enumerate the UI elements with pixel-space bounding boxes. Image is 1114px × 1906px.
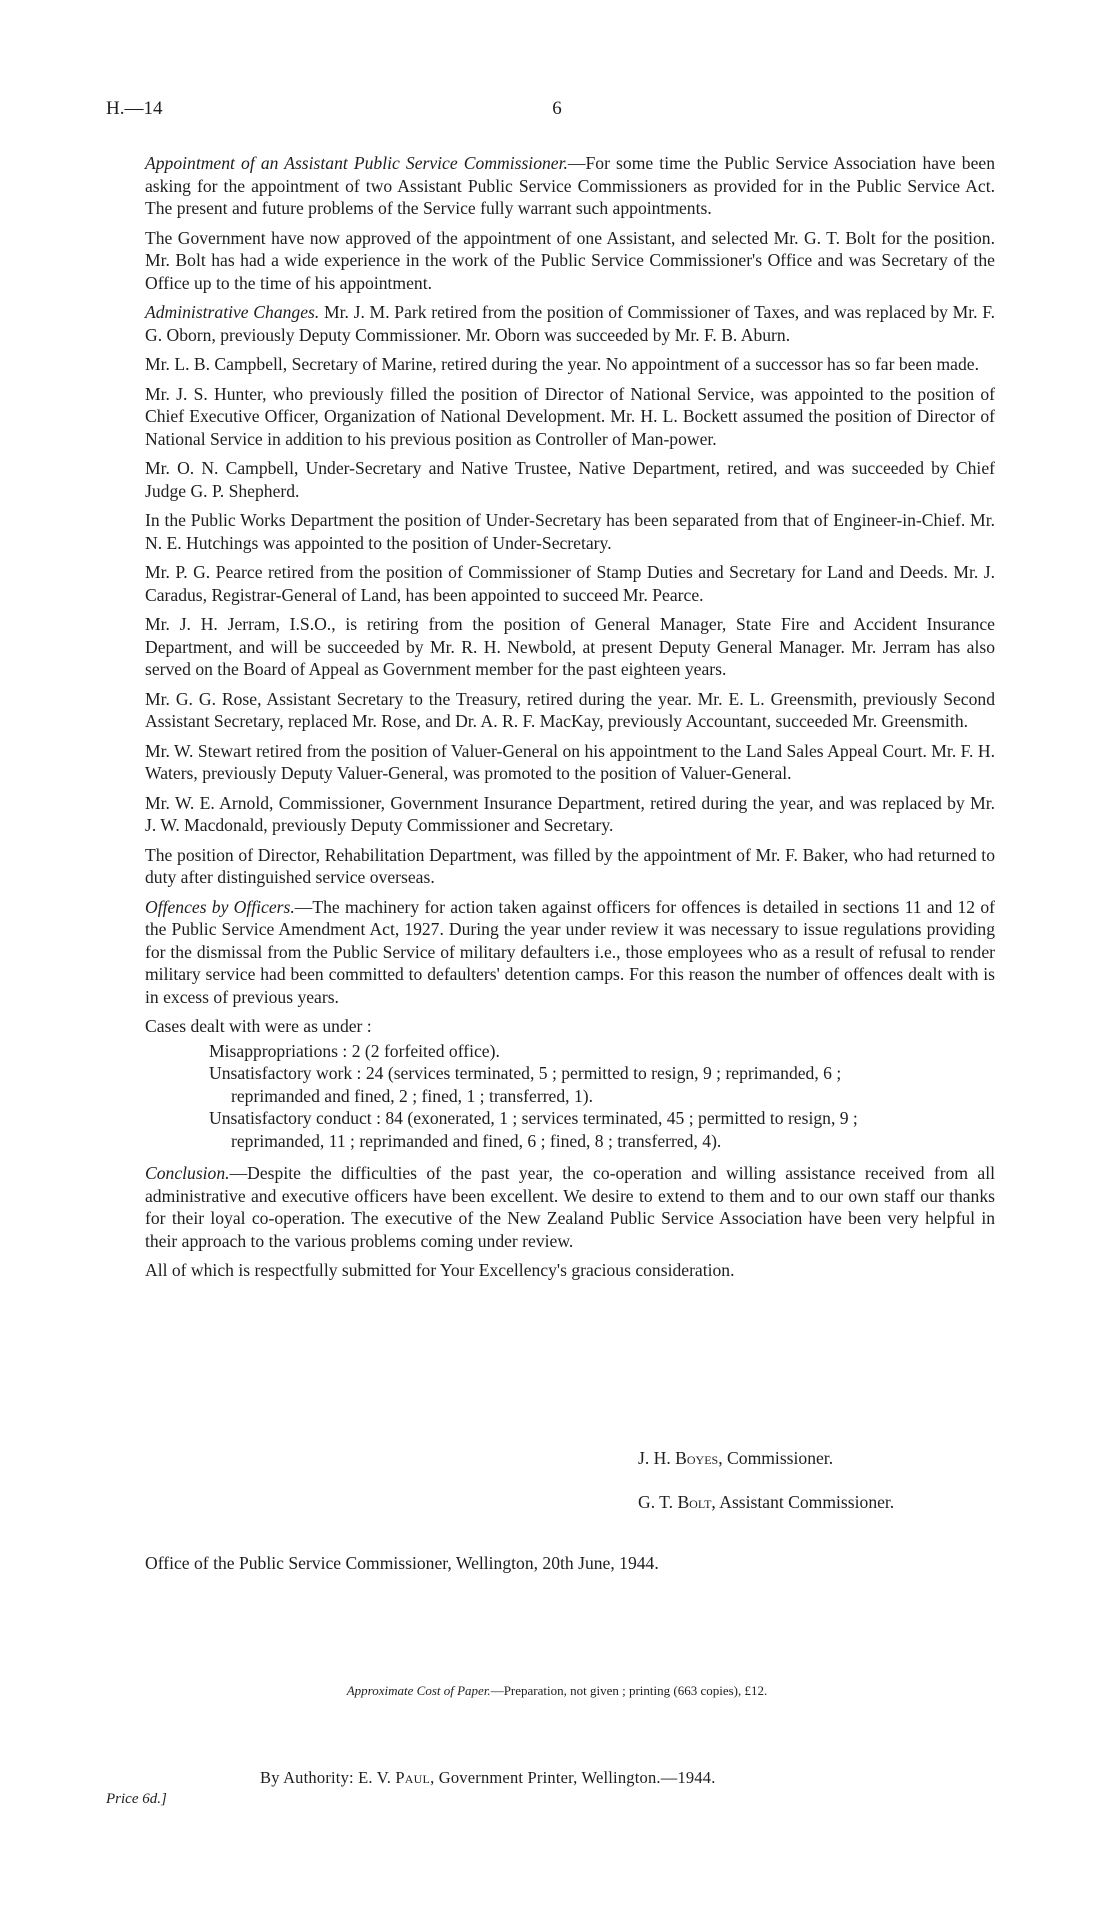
paragraph-text: Mr. J. H. Jerram, I.S.O., is retiring from the position of General Manager, State Fire and Accident Insurance Department, and will be succeeded by Mr. R. H. Newbold, at present Deputy General Manager. Mr. Jerram has also served on the Board of Appeal as Government member for the past eighteen years. bbox=[145, 614, 995, 679]
paragraph bbox=[145, 688, 995, 733]
signature-commissioner bbox=[638, 1448, 833, 1469]
paragraph bbox=[145, 1162, 995, 1252]
section-heading: Offences by Officers. bbox=[145, 896, 295, 917]
authority-suffix: , Government Printer, Wellington.—1944. bbox=[430, 1768, 716, 1787]
case-line-continued: reprimanded and fined, 2 ; fined, 1 ; transferred, 1). bbox=[231, 1085, 594, 1106]
case-line-continued: reprimanded, 11 ; reprimanded and fined, 6 ; fined, 8 ; transferred, 4). bbox=[231, 1130, 722, 1151]
paragraph-text: Mr. L. B. Campbell, Secretary of Marine, retired during the year. No appointment of a successor has so far been made. bbox=[145, 354, 979, 374]
paragraph-text: Mr. O. N. Campbell, Under-Secretary and Native Trustee, Native Department, retired, and was succeeded by Chief Judge G. P. Shepherd. bbox=[145, 458, 995, 501]
paragraph: Appointment of an Assistant Public Service Commissioner.—For some time the Public Service Association have been asking for the appointment of two Assistant Public Service Commissioners as provided for in the Public Service Act. The present and future problems of the Service fully warrant such appointments. bbox=[145, 153, 995, 218]
paragraph bbox=[145, 353, 995, 376]
paragraph-text: Mr. P. G. Pearce retired from the position of Commissioner of Stamp Duties and Secretary for Land and Deeds. Mr. J. Caradus, Registrar-General of Land, has been appointed to succeed Mr. Pearce. bbox=[145, 562, 995, 605]
paragraph-text: —Despite the difficulties of the past year, the co-operation and willing assistance received from all administrative and executive officers have been excellent. We desire to extend to them and to our own staff our thanks for their loyal co-operation. The executive of the New Zealand Public Service Association have been very helpful in their approach to the various problems coming under review. bbox=[145, 1163, 995, 1251]
signatory-initials: J. H. bbox=[638, 1448, 671, 1468]
paragraph bbox=[145, 561, 995, 606]
signature-assistant-commissioner bbox=[638, 1492, 894, 1513]
signatory-surname: Boyes bbox=[675, 1448, 719, 1468]
paragraph bbox=[145, 227, 995, 295]
paragraph-text: Mr. W. Stewart retired from the position of Valuer-General on his appointment to the Land Sales Appeal Court. Mr. F. H. Waters, previously Deputy Valuer-General, was promoted to the position of Valuer-General. bbox=[145, 740, 995, 783]
signatory-surname: Bolt bbox=[677, 1492, 712, 1512]
signatory-title: , Commissioner. bbox=[718, 1448, 834, 1468]
paragraph bbox=[145, 613, 995, 681]
list-item bbox=[145, 1107, 995, 1152]
paragraph bbox=[145, 1259, 995, 1282]
paragraph bbox=[145, 457, 995, 502]
paragraph bbox=[145, 844, 995, 889]
list-item bbox=[145, 1062, 995, 1107]
paragraph-text: All of which is respectfully submitted for Your Excellency's gracious consideration. bbox=[145, 1260, 735, 1280]
paragraph bbox=[145, 301, 995, 346]
paragraph-text: For some time the Public Service Association have been asking for the appointment of two Assistant Public Service Commissioners as provided for in the Public Service Act. The present and future problems of the Service fully warrant such appointments. bbox=[145, 153, 995, 218]
paragraph bbox=[145, 740, 995, 785]
paragraph-text: Mr. G. G. Rose, Assistant Secretary to the Treasury, retired during the year. Mr. E. L. Greensmith, previously Second Assistant Secretary, replaced Mr. Rose, and Dr. A. R. F. MacKay, previously Accountant, succeeded Mr. Greensmith. bbox=[145, 688, 995, 731]
list-item bbox=[145, 1040, 995, 1063]
paragraph-text: Mr. J. M. Park retired from the position of Commissioner of Taxes, and was replaced by Mr. F. G. Oborn, previously Deputy Commissioner. Mr. Oborn was succeeded by Mr. F. B. Aburn. bbox=[145, 302, 996, 345]
paragraph-text: The position of Director, Rehabilitation Department, was filled by the appointment of Mr. F. Baker, who had returned to duty after distinguished service overseas. bbox=[145, 844, 995, 887]
cost-note-label: Approximate Cost of Paper. bbox=[346, 1683, 491, 1698]
paragraph bbox=[145, 509, 995, 554]
signatory-title: , Assistant Commissioner. bbox=[711, 1492, 895, 1512]
paragraph-text: —The machinery for action taken against officers for offences is detailed in sections 11 and 12 of the Public Service Amendment Act, 1927. During the year under review it was necessary to issue regulations providing for the dismissal from the Public Service of military defaulters i.e., those employees who as a result of refusal to render military service had been committed to defaulters' detention camps. For this reason the number of offences dealt with is in excess of previous years. bbox=[145, 896, 995, 1007]
cost-of-paper-note bbox=[0, 1683, 1114, 1699]
printer-authority bbox=[260, 1768, 716, 1788]
case-line: Unsatisfactory conduct : 84 (exonerated, 1 ; services terminated, 45 ; permitted to resign, 9 ; bbox=[209, 1108, 858, 1128]
page-number: 6 bbox=[552, 98, 562, 119]
authority-prefix: By Authority: E. V. bbox=[260, 1768, 396, 1787]
case-line: Misappropriations : 2 (2 forfeited office). bbox=[209, 1040, 500, 1061]
printer-name: Paul bbox=[395, 1768, 431, 1787]
paragraph bbox=[145, 792, 995, 837]
paragraph-text: Mr. W. E. Arnold, Commissioner, Government Insurance Department, retired during the year, and was replaced by Mr. J. W. Macdonald, previously Deputy Commissioner and Secretary. bbox=[145, 792, 995, 835]
paragraph bbox=[145, 896, 995, 1009]
paragraph-text: The Government have now approved of the appointment of one Assistant, and selected Mr. G. T. Bolt for the position. Mr. Bolt has had a wide experience in the work of the Public Service Commissioner's Office and was Secretary of the Office up to the time of his appointment. bbox=[145, 227, 995, 293]
cases-list bbox=[145, 1040, 995, 1153]
page-header bbox=[106, 98, 1008, 124]
section-heading: Administrative Changes. bbox=[145, 302, 320, 322]
cost-note-text: —Preparation, not given ; printing (663 copies), £12. bbox=[490, 1683, 768, 1698]
paragraph-text: In the Public Works Department the position of Under-Secretary has been separated from that of Engineer-in-Chief. Mr. N. E. Hutchings was appointed to the position of Under-Secretary. bbox=[145, 510, 995, 553]
signatory-initials: G. T. bbox=[638, 1492, 674, 1512]
report-body bbox=[145, 152, 995, 1289]
cases-intro: Cases dealt with were as under : bbox=[145, 1016, 372, 1036]
section-heading: Appointment of an Assistant Public Service Commissioner. bbox=[145, 153, 568, 173]
paragraph bbox=[145, 383, 995, 451]
paragraph-text: Mr. J. S. Hunter, who previously filled the position of Director of National Service, was appointed to the position of Chief Executive Officer, Organization of National Development. Mr. H. L. Bockett assumed the position of Director of National Service in addition to his previous position as Controller of Man-power. bbox=[145, 383, 995, 449]
section-heading: Conclusion. bbox=[145, 1163, 230, 1183]
case-line: Unsatisfactory work : 24 (services terminated, 5 ; permitted to resign, 9 ; reprimanded, 6 ; bbox=[209, 1063, 842, 1083]
document-reference: H.—14 bbox=[106, 98, 163, 119]
price-note: Price 6d.] bbox=[106, 1791, 167, 1807]
office-date-line: Office of the Public Service Commissioner, Wellington, 20th June, 1944. bbox=[145, 1553, 659, 1573]
